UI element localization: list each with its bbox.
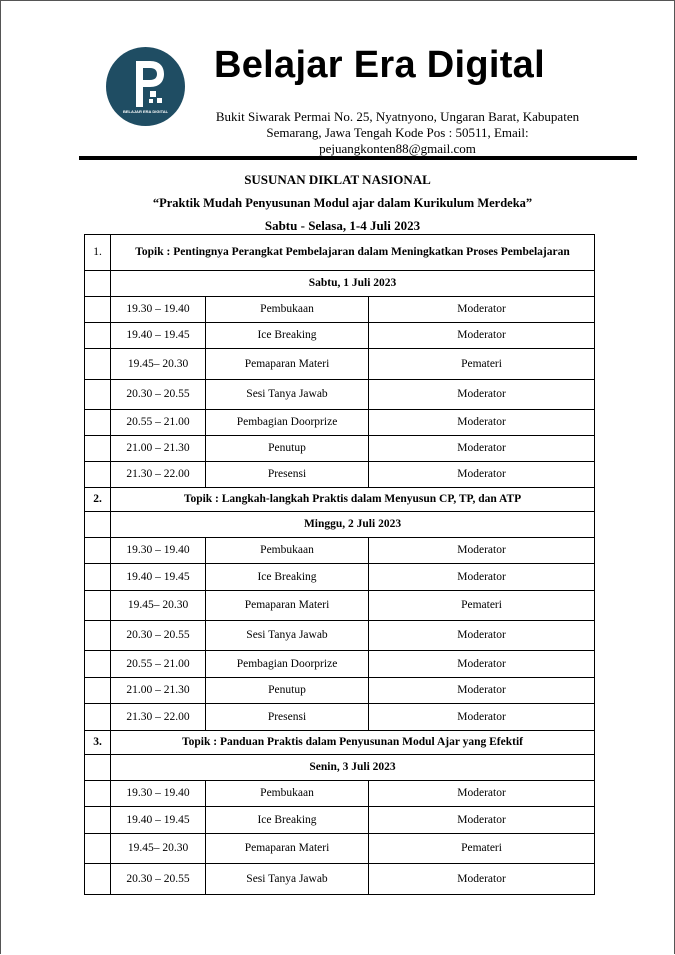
- person-cell: Moderator: [369, 410, 595, 436]
- person-cell: Moderator: [369, 462, 595, 488]
- person-cell: Moderator: [369, 380, 595, 410]
- person-cell: Moderator: [369, 436, 595, 462]
- topic-row: [85, 235, 595, 271]
- activity-cell: Pembagian Doorprize: [206, 651, 369, 678]
- session-number: 1.: [85, 235, 111, 271]
- empty-cell: [85, 755, 111, 781]
- activity-cell: Penutup: [206, 678, 369, 704]
- table-row: [85, 410, 595, 436]
- empty-cell: [85, 651, 111, 678]
- time-cell: 19.40 – 19.45: [111, 807, 206, 834]
- time-cell: 19.45– 20.30: [111, 349, 206, 380]
- document-title: SUSUNAN DIKLAT NASIONAL: [244, 172, 431, 187]
- empty-cell: [85, 591, 111, 621]
- person-cell: Pemateri: [369, 591, 595, 621]
- session-day: Sabtu, 1 Juli 2023: [111, 271, 595, 297]
- empty-cell: [85, 349, 111, 380]
- empty-cell: [85, 621, 111, 651]
- logo: [106, 47, 185, 126]
- person-cell: Moderator: [369, 807, 595, 834]
- organization-address: Bukit Siwarak Permai No. 25, Nyatnyono, Ungaran Barat, Kabupaten Semarang, Jawa Tengah Kode Pos : 50511, Email: pejuangkonten88@gmail.com: [215, 109, 580, 156]
- logo-icon: [106, 47, 185, 126]
- table-row: [85, 538, 595, 564]
- session-topic: Topik : Langkah-langkah Praktis dalam Menyusun CP, TP, dan ATP: [111, 488, 595, 512]
- empty-cell: [85, 462, 111, 488]
- session-number: 3.: [85, 731, 111, 755]
- table-row: [85, 864, 595, 895]
- person-cell: Pemateri: [369, 349, 595, 380]
- session-day: Senin, 3 Juli 2023: [111, 755, 595, 781]
- time-cell: 21.30 – 22.00: [111, 704, 206, 731]
- table-row: [85, 807, 595, 834]
- session-topic: Topik : Pentingnya Perangkat Pembelajaran dalam Meningkatkan Proses Pembelajaran: [111, 235, 595, 271]
- empty-cell: [85, 436, 111, 462]
- table-row: [85, 781, 595, 807]
- table-row: [85, 704, 595, 731]
- topic-row: [85, 731, 595, 755]
- time-cell: 20.30 – 20.55: [111, 864, 206, 895]
- activity-cell: Ice Breaking: [206, 564, 369, 591]
- activity-cell: Pembagian Doorprize: [206, 410, 369, 436]
- person-cell: Moderator: [369, 678, 595, 704]
- time-cell: 20.55 – 21.00: [111, 651, 206, 678]
- activity-cell: Presensi: [206, 462, 369, 488]
- person-cell: Pemateri: [369, 834, 595, 864]
- logo-caption: BELAJAR ERA DIGITAL: [122, 109, 169, 114]
- day-row: [85, 512, 595, 538]
- organization-name: Belajar Era Digital: [214, 44, 545, 86]
- time-cell: 21.00 – 21.30: [111, 436, 206, 462]
- person-cell: Moderator: [369, 297, 595, 323]
- session-day: Minggu, 2 Juli 2023: [111, 512, 595, 538]
- topic-row: [85, 488, 595, 512]
- session-number: 2.: [85, 488, 111, 512]
- table-row: [85, 834, 595, 864]
- schedule-table: [84, 234, 595, 895]
- empty-cell: [85, 807, 111, 834]
- empty-cell: [85, 704, 111, 731]
- time-cell: 21.00 – 21.30: [111, 678, 206, 704]
- empty-cell: [85, 864, 111, 895]
- letterhead: [0, 0, 675, 160]
- person-cell: Moderator: [369, 651, 595, 678]
- table-row: [85, 323, 595, 349]
- person-cell: Moderator: [369, 781, 595, 807]
- person-cell: Moderator: [369, 621, 595, 651]
- empty-cell: [85, 834, 111, 864]
- person-cell: Moderator: [369, 538, 595, 564]
- table-row: [85, 297, 595, 323]
- activity-cell: Pembukaan: [206, 781, 369, 807]
- activity-cell: Sesi Tanya Jawab: [206, 380, 369, 410]
- activity-cell: Pembukaan: [206, 297, 369, 323]
- empty-cell: [85, 323, 111, 349]
- empty-cell: [85, 297, 111, 323]
- activity-cell: Pemaparan Materi: [206, 349, 369, 380]
- time-cell: 20.55 – 21.00: [111, 410, 206, 436]
- time-cell: 19.30 – 19.40: [111, 781, 206, 807]
- empty-cell: [85, 271, 111, 297]
- empty-cell: [85, 410, 111, 436]
- time-cell: 19.45– 20.30: [111, 591, 206, 621]
- table-row: [85, 564, 595, 591]
- activity-cell: Sesi Tanya Jawab: [206, 864, 369, 895]
- empty-cell: [85, 678, 111, 704]
- table-row: [85, 651, 595, 678]
- table-row: [85, 436, 595, 462]
- time-cell: 19.30 – 19.40: [111, 297, 206, 323]
- table-row: [85, 591, 595, 621]
- activity-cell: Pemaparan Materi: [206, 834, 369, 864]
- document-date-range: Sabtu - Selasa, 1-4 Juli 2023: [264, 218, 421, 233]
- table-row: [85, 462, 595, 488]
- activity-cell: Ice Breaking: [206, 807, 369, 834]
- person-cell: Moderator: [369, 864, 595, 895]
- activity-cell: Pemaparan Materi: [206, 591, 369, 621]
- activity-cell: Ice Breaking: [206, 323, 369, 349]
- time-cell: 19.40 – 19.45: [111, 323, 206, 349]
- empty-cell: [85, 564, 111, 591]
- empty-cell: [85, 512, 111, 538]
- person-cell: Moderator: [369, 704, 595, 731]
- empty-cell: [85, 380, 111, 410]
- time-cell: 19.45– 20.30: [111, 834, 206, 864]
- activity-cell: Penutup: [206, 436, 369, 462]
- empty-cell: [85, 538, 111, 564]
- day-row: [85, 271, 595, 297]
- session-topic: Topik : Panduan Praktis dalam Penyusunan Modul Ajar yang Efektif: [111, 731, 595, 755]
- table-row: [85, 621, 595, 651]
- time-cell: 19.30 – 19.40: [111, 538, 206, 564]
- person-cell: Moderator: [369, 564, 595, 591]
- activity-cell: Presensi: [206, 704, 369, 731]
- activity-cell: Pembukaan: [206, 538, 369, 564]
- time-cell: 20.30 – 20.55: [111, 380, 206, 410]
- time-cell: 21.30 – 22.00: [111, 462, 206, 488]
- table-row: [85, 678, 595, 704]
- empty-cell: [85, 781, 111, 807]
- time-cell: 20.30 – 20.55: [111, 621, 206, 651]
- day-row: [85, 755, 595, 781]
- activity-cell: Sesi Tanya Jawab: [206, 621, 369, 651]
- document-subtitle: “Praktik Mudah Penyusunan Modul ajar dalam Kurikulum Merdeka”: [152, 196, 533, 210]
- table-row: [85, 349, 595, 380]
- time-cell: 19.40 – 19.45: [111, 564, 206, 591]
- table-row: [85, 380, 595, 410]
- person-cell: Moderator: [369, 323, 595, 349]
- header-divider: [79, 156, 637, 160]
